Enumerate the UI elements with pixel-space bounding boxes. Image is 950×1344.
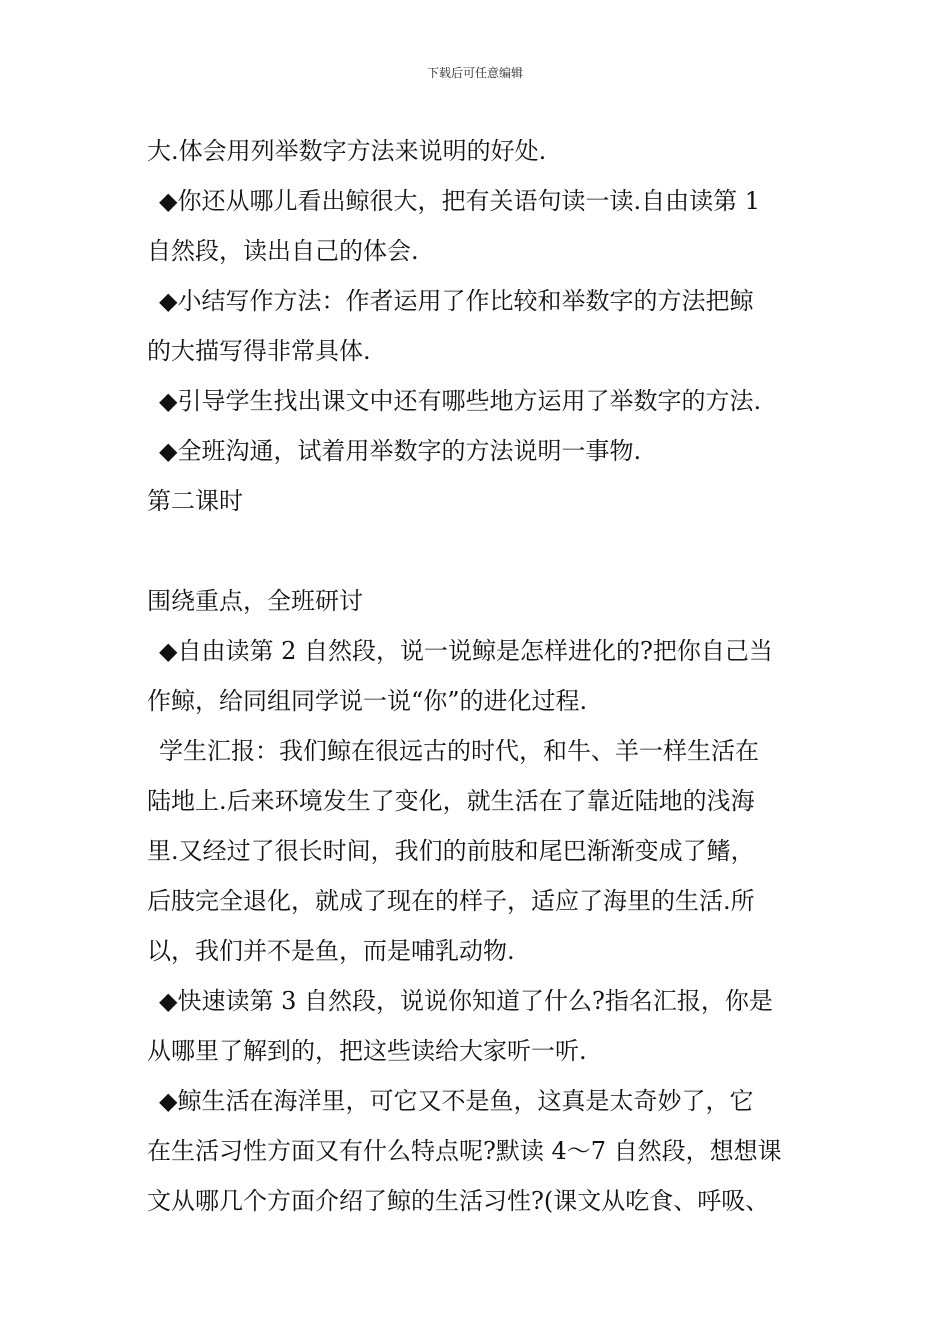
text-line: 作鲸，给同组同学说一说“你”的进化过程. [147,687,588,715]
text-line: 文从哪几个方面介绍了鲸的生活习性?(课文从吃食、呼吸、 [147,1187,770,1215]
text-line: 的大描写得非常具体. [147,337,371,365]
text-line: 以，我们并不是鱼，而是哺乳动物. [147,937,515,965]
bullet-paragraph: ◆你还从哪儿看出鲸很大，把有关语句读一读.自由读第 1 [159,187,760,215]
bullet-paragraph: ◆快速读第 3 自然段，说说你知道了什么?指名汇报，你是 [159,987,773,1015]
bullet-paragraph: ◆自由读第 2 自然段，说一说鲸是怎样进化的?把你自己当 [159,637,773,665]
blank-line [147,526,837,576]
student-report-paragraph: 学生汇报：我们鲸在很远古的时代，和牛、羊一样生活在 [159,737,759,765]
bullet-paragraph: ◆小结写作方法：作者运用了作比较和举数字的方法把鲸 [159,287,754,315]
text-line: 后肢完全退化，就成了现在的样子，适应了海里的生活.所 [147,887,755,915]
text-line: 从哪里了解到的，把这些读给大家听一听. [147,1037,587,1065]
section-heading: 第二课时 [147,487,243,515]
document-body [147,126,837,1226]
text-line: 里.又经过了很长时间，我们的前肢和尾巴渐渐变成了鳍， [147,837,755,865]
section-heading: 围绕重点，全班研讨 [147,587,363,615]
text-line: 大.体会用列举数字方法来说明的好处. [147,137,547,165]
text-line: 陆地上.后来环境发生了变化，就生活在了靠近陆地的浅海 [147,787,755,815]
bullet-paragraph: ◆鲸生活在海洋里，可它又不是鱼，这真是太奇妙了，它 [159,1087,754,1115]
page-header: 下载后可任意编辑 [426,66,523,80]
bullet-paragraph: ◆引导学生找出课文中还有哪些地方运用了举数字的方法. [159,387,762,415]
text-line: 自然段，读出自己的体会. [147,237,419,265]
text-line: 在生活习性方面又有什么特点呢?默读 4～7 自然段，想想课 [147,1137,782,1165]
bullet-paragraph: ◆全班沟通，试着用举数字的方法说明一事物. [159,437,642,465]
